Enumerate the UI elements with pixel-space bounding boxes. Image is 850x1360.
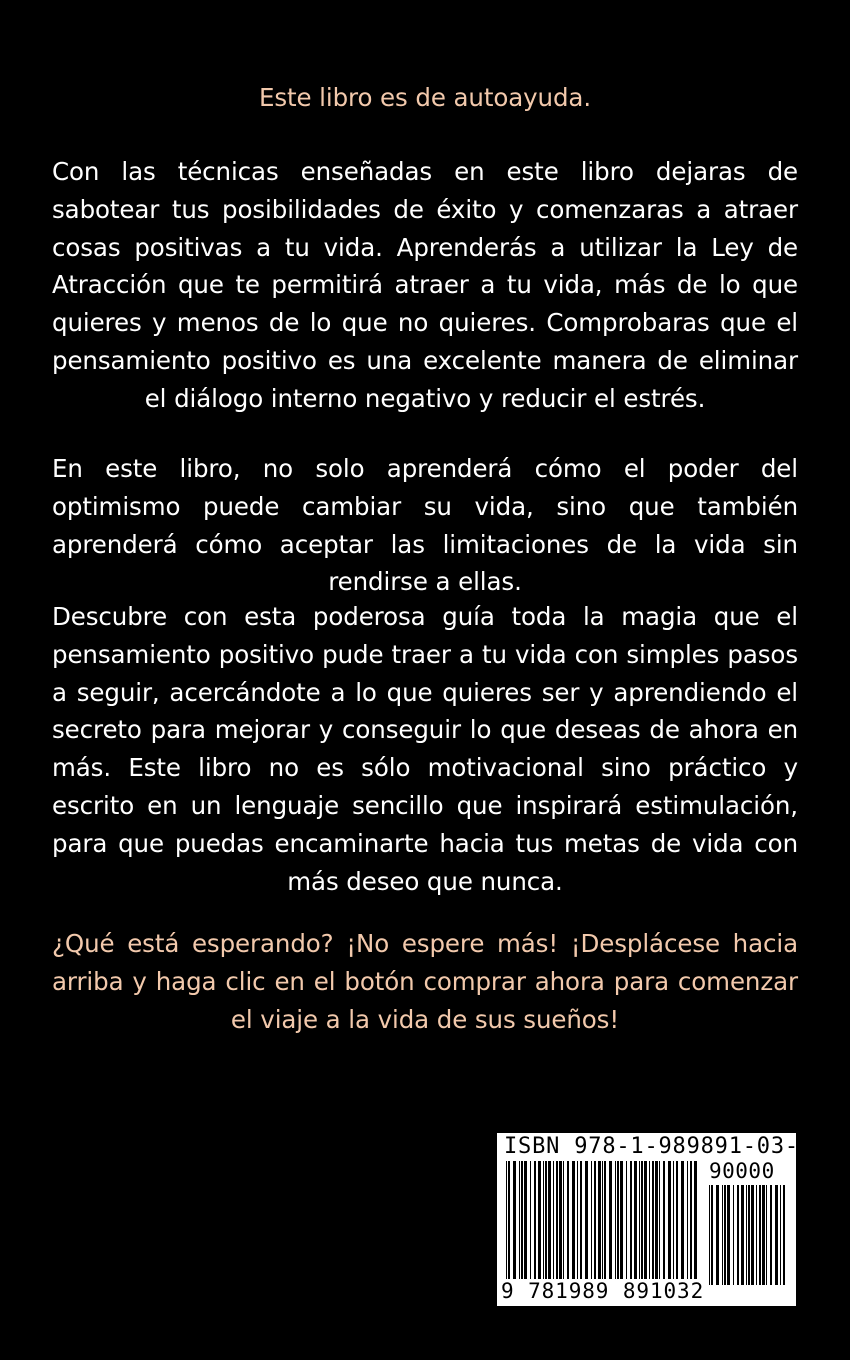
barcode-bar (741, 1185, 744, 1285)
barcode-bar (553, 1161, 554, 1287)
barcode-bar (567, 1161, 569, 1287)
barcode-bar (615, 1161, 616, 1287)
barcode-bar (783, 1185, 785, 1285)
barcode-bar (762, 1185, 765, 1285)
description-paragraph-3: Descubre con esta poderosa guía toda la magia que el pensamiento positivo pude traer a tu vida con simples pasos a seguir, acercándote a lo que quieres ser y aprendiendo el secreto para mejorar y conseguir lo que deseas de ahora en más. Este libro no es sólo motivacional sino práctico y escrito en un lenguaje sencillo que inspirará estimulación, para que puedas encaminarte hacia tus metas de vida con más deseo que nunca. (52, 602, 798, 896)
barcode-bar (634, 1161, 637, 1287)
barcode-bar (663, 1161, 665, 1287)
barcode-bar (668, 1161, 671, 1287)
barcode-bar (673, 1161, 674, 1287)
barcode-bar (687, 1161, 688, 1287)
barcode-bar (620, 1161, 623, 1287)
isbn-label: ISBN 978-1-989891-03-2 (504, 1134, 813, 1159)
isbn-barcode (497, 1133, 813, 1306)
barcode-bar (639, 1161, 640, 1287)
barcode-bar (580, 1161, 582, 1287)
barcode-bar (748, 1185, 750, 1285)
barcode-bar (626, 1161, 627, 1287)
barcode-bar (577, 1161, 578, 1287)
barcode-bar (556, 1161, 558, 1287)
barcode-bar (711, 1185, 713, 1285)
barcode-bar (780, 1185, 781, 1285)
barcode-bar (585, 1161, 588, 1287)
barcode-bar (722, 1185, 723, 1285)
barcode-bar (644, 1161, 647, 1287)
barcode-bar (733, 1185, 734, 1285)
barcode-bar (746, 1185, 747, 1285)
barcode-bar (756, 1185, 757, 1285)
barcode-bar (770, 1185, 772, 1285)
description-paragraph-1: Con las técnicas enseñadas en este libro dejaras de sabotear tus posibilidades de éxito y comenzaras a atraer cosas positivas a tu vida. Aprenderás a utilizar la Ley de Atracción que te permitirá atraer a tu vida, más de lo que quieres y menos de lo que no quieres. Comprobaras que el pensamiento positivo es una excelente manera de eliminar el diálogo interno negativo y reducir el estrés. (52, 157, 798, 413)
barcode-bar (766, 1185, 767, 1285)
barcode-bar (591, 1161, 592, 1287)
barcode-bar (676, 1161, 678, 1287)
barcode-bar (659, 1161, 660, 1287)
barcode-bar (521, 1161, 523, 1287)
call-to-action: ¿Qué está esperando? ¡No espere más! ¡Desplácese hacia arriba y haga clic en el botón comprar ahora para comenzar el viaje a la vida de sus sueños! (52, 929, 798, 1034)
barcode-bar (649, 1161, 650, 1287)
barcode-bar (709, 1185, 710, 1285)
barcode-bar (572, 1161, 575, 1287)
barcode-bar (751, 1185, 754, 1285)
barcode-bar (604, 1161, 606, 1287)
barcode-bar (534, 1161, 536, 1287)
price-barcode-bars (709, 1185, 789, 1297)
barcode-bar (655, 1161, 658, 1287)
barcode-bar (727, 1185, 730, 1285)
barcode-bar (641, 1161, 643, 1287)
barcode-bar (759, 1185, 761, 1285)
barcode-bar (538, 1161, 541, 1287)
barcode-bar (519, 1161, 520, 1287)
barcode-bar (716, 1185, 719, 1285)
barcode-bar (724, 1185, 726, 1285)
barcode-bar (543, 1161, 544, 1287)
barcode-bar (545, 1161, 547, 1287)
description-paragraph-2: En este libro, no solo aprenderá cómo el poder del optimismo puede cambiar su vida, sino que también aprenderá cómo aceptar las limitaciones de la vida sin rendirse a ellas. (52, 454, 798, 597)
barcode-bar (617, 1161, 619, 1287)
barcode-bar (530, 1161, 531, 1287)
barcode-bar (548, 1161, 551, 1287)
barcode-bar (513, 1161, 516, 1287)
barcode-bar (737, 1185, 739, 1285)
tagline: Este libro es de autoayuda. (258, 83, 592, 112)
barcode-bar (609, 1161, 612, 1287)
barcode-bar (630, 1161, 632, 1287)
barcode-bar (652, 1161, 654, 1287)
ean-digits: 9 781989 891032 (501, 1279, 705, 1303)
barcode-bar (681, 1161, 684, 1287)
barcode-bar (594, 1161, 596, 1287)
barcode-bar (563, 1161, 564, 1287)
barcode-bar (524, 1161, 527, 1287)
barcode-bar (775, 1185, 778, 1285)
barcode-bar (559, 1161, 562, 1287)
price-code: 90000 (709, 1159, 775, 1183)
